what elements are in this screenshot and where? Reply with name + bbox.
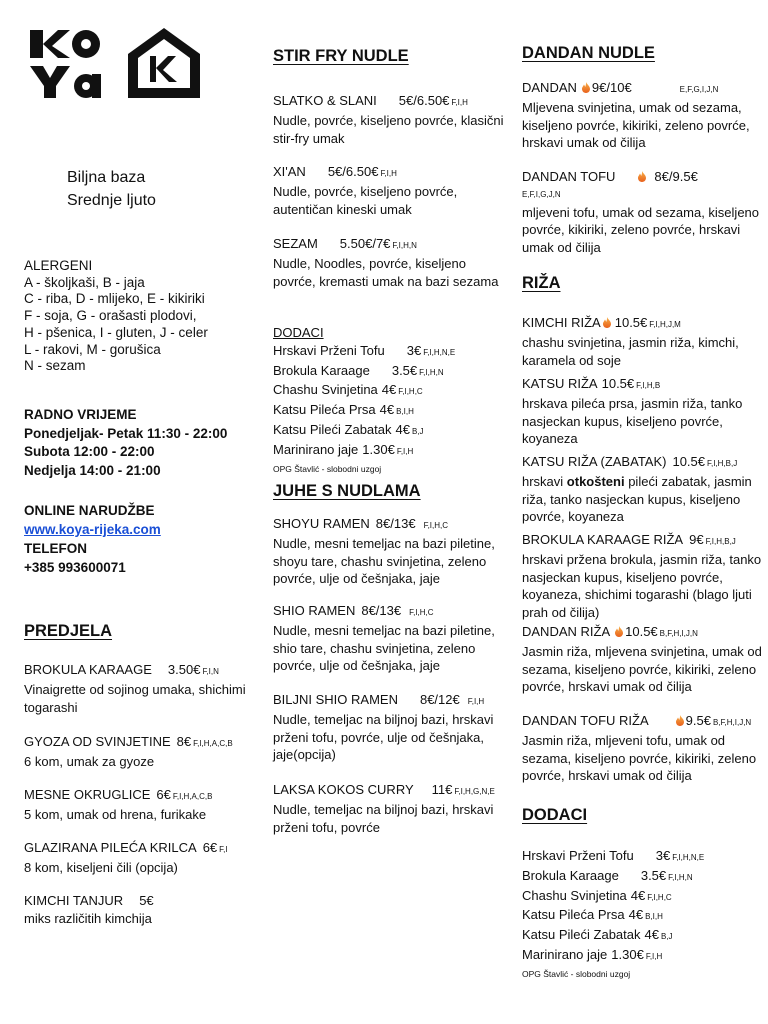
dandan-heading: DANDAN NUDLE — [522, 44, 655, 62]
item-name: SHOYU RAMEN — [273, 516, 370, 531]
item-allergens: F,I,H,B,J — [705, 537, 736, 546]
extra-allergens: B,I,H — [396, 407, 414, 417]
item-description: Nudle, temeljac na biljnoj bazi, hrskavi prženi tofu, povrće — [273, 801, 494, 835]
item-description: Nudle, mesni temeljac na bazi piletine, shio tare, chashu svinjetina, zeleno povrće, ulje od češnjaka, jaje — [273, 622, 495, 674]
item-description: miks različitih kimchija — [24, 910, 152, 926]
extra-item — [522, 926, 762, 946]
item-price: 5€/6.50€ — [398, 93, 450, 108]
menu-item — [522, 453, 762, 526]
item-price: 8€/13€ — [361, 603, 402, 618]
hours-section — [24, 406, 227, 480]
hours-line: Ponedjeljak- Petak 11:30 - 22:00 — [24, 425, 228, 441]
menu-item — [522, 375, 762, 448]
item-allergens: F,I,H,B — [636, 381, 661, 390]
dodaci-heading: DODACI — [522, 806, 588, 824]
extra-allergens: B,J — [660, 932, 673, 942]
item-allergens: E,F,G,I,J,N — [679, 85, 719, 94]
item-description: Mljevena svinjetina, umak od sezama, kiseljeno povrće, kikiriki, zeleno povrće, hrskavi umak od čilija — [522, 99, 750, 151]
extra-name: Hrskavi Prženi Tofu — [522, 848, 634, 863]
extra-allergens: F,I,H,N,E — [423, 347, 456, 357]
extra-item — [273, 441, 509, 461]
item-name: KATSU RIŽA — [522, 376, 598, 391]
predjela-heading: PREDJELA — [24, 622, 113, 640]
extra-price: 4€ — [381, 382, 397, 398]
item-description — [522, 473, 762, 526]
extra-item — [522, 867, 762, 887]
item-description: mljeveni tofu, umak od sezama, kiseljeno povrće, kikiriki, zeleno povrće, hrskavi umak od čilija — [522, 204, 760, 256]
item-description: 8 kom, kiseljeni čili (opcija) — [24, 859, 178, 875]
item-description: Vinaigrette od sojinog umaka, shichimi togarashi — [24, 681, 246, 715]
intro — [67, 166, 156, 212]
item-description: 6 kom, umak za gyoze — [24, 753, 155, 769]
allergens-line: N - sezam — [24, 358, 86, 374]
extra-allergens: F,I,H,N,E — [672, 853, 705, 862]
item-name: KIMCHI TANJUR — [24, 893, 124, 908]
item-description: Nudle, povrće, kiseljeno povrće, autentičan kineski umak — [273, 183, 458, 217]
item-price: 10.5€ — [601, 376, 635, 391]
extra-price: 4€ — [644, 927, 659, 943]
item-allergens: F,I,H,A,C,B — [172, 792, 213, 801]
item-description-bold: otkošteni — [566, 473, 625, 489]
extra-allergens: F,I,H — [645, 951, 663, 961]
logo — [28, 24, 206, 107]
item-allergens: F,I,H,J,M — [649, 320, 681, 329]
extra-item — [273, 381, 509, 401]
extra-allergens: F,I,H,C — [398, 387, 423, 397]
item-price: 9€/10€ — [591, 80, 632, 95]
item-allergens: F,I,H,B,J — [707, 459, 738, 468]
item-name: DANDAN — [522, 80, 577, 95]
menu-item — [24, 839, 250, 877]
intro-line-1: Biljna baza — [67, 169, 146, 186]
item-name: XI'AN — [273, 164, 306, 179]
juhe-heading: JUHE S NUDLAMA — [273, 482, 421, 500]
item-price: 10.5€ — [672, 454, 706, 469]
item-description: Nudle, mesni temeljac na bazi piletine, shoyu tare, chashu svinjetina, zeleno povrće, ulje od češnjaka, jaje — [273, 535, 495, 587]
koya-logo-icon — [28, 24, 206, 102]
item-description: hrskava pileća prsa, jasmin riža, tanko nasjeckan kupus, kiseljeno povrće, koyaneza — [522, 395, 743, 447]
item-allergens: F,I,H,G,N,E — [454, 787, 495, 796]
extra-price: 4€ — [379, 402, 395, 418]
item-allergens: F,I,H — [451, 98, 468, 107]
dodaci-list — [522, 847, 762, 984]
riza-heading: RIŽA — [522, 274, 561, 292]
intro-line-2: Srednje ljuto — [67, 192, 156, 209]
item-description: Nudle, temeljac na biljnoj bazi, hrskavi prženi tofu, povrće, ulje od češnjaka, jaje(opcija) — [273, 711, 494, 763]
phone-title: TELEFON — [24, 541, 87, 556]
extra-allergens: B,I,H — [645, 912, 663, 922]
item-price: 6€ — [202, 840, 218, 855]
extra-name: Katsu Pileći Zabatak — [273, 421, 392, 437]
menu-item — [273, 163, 509, 218]
hours-title: RADNO VRIJEME — [24, 407, 137, 422]
item-description: Nudle, Noodles, povrće, kiseljeno povrće, kremasti umak na bazi sezama — [273, 255, 499, 289]
dodaci-note: OPG Štavlić - slobodni uzgoj — [273, 463, 382, 474]
extra-price: 4€ — [630, 887, 646, 903]
item-name: DANDAN TOFU — [522, 169, 616, 184]
allergens-section — [24, 258, 208, 375]
item-name: BROKULA KARAAGE — [24, 662, 152, 677]
item-price: 5€/6.50€ — [327, 164, 379, 179]
item-price: 6€ — [156, 787, 171, 802]
phone-number: +385 993600071 — [24, 560, 126, 575]
menu-item — [273, 602, 509, 675]
item-name: MESNE OKRUGLICE — [24, 787, 151, 802]
website-link[interactable]: www.koya-rijeka.com — [24, 522, 161, 537]
allergens-line: L - rakovi, M - gorušica — [24, 341, 161, 357]
item-allergens: E,F,I,G,J,N — [522, 189, 561, 199]
extra-price: 3€ — [655, 848, 671, 863]
item-description: Nudle, povrće, kiseljeno povrće, klasični stir-fry umak — [273, 112, 504, 146]
menu-item — [24, 661, 250, 716]
menu-item — [273, 92, 509, 147]
extra-name: Chashu Svinjetina — [522, 887, 627, 903]
extra-allergens: F,I,H — [396, 446, 414, 456]
extra-allergens: F,I,H,N — [668, 872, 693, 882]
allergens-title: ALERGENI — [24, 258, 93, 273]
extra-name: Brokula Karaage — [273, 362, 370, 378]
allergens-line: F - soja, G - orašasti plodovi, — [24, 308, 197, 324]
extra-price: 4€ — [628, 907, 644, 923]
item-name: SLATKO & SLANI — [273, 93, 377, 108]
menu-item — [522, 712, 762, 785]
item-allergens: B,F,H,I,J,N — [659, 629, 698, 638]
item-price: 10.5€ — [625, 624, 658, 639]
allergens-line: H - pšenica, I - gluten, J - celer — [24, 324, 208, 340]
item-allergens: F,I,H,A,C,B — [193, 739, 233, 748]
extra-name: Hrskavi Prženi Tofu — [273, 342, 385, 358]
item-price: 9€ — [689, 532, 704, 547]
extra-item — [273, 421, 509, 441]
item-name: KATSU RIŽA (ZABATAK) — [522, 454, 667, 469]
item-name: SHIO RAMEN — [273, 603, 356, 618]
spicy-fire-icon — [603, 315, 611, 326]
item-allergens: F,I,H,N — [392, 241, 417, 250]
dodaci-heading: DODACI — [273, 325, 324, 340]
extra-name: Katsu Pileća Prsa — [522, 907, 625, 923]
menu-item — [273, 515, 509, 588]
menu-item — [522, 623, 762, 696]
menu-item — [273, 781, 509, 836]
extra-name: Marinirano jaje — [522, 946, 608, 962]
menu-item — [273, 691, 509, 764]
extra-name: Brokula Karaage — [522, 867, 619, 883]
extra-name: Marinirano jaje — [273, 441, 359, 457]
item-allergens: F,I,H,C — [423, 521, 449, 530]
contact-section — [24, 501, 161, 577]
item-price: 5€ — [139, 893, 154, 908]
hours-line: Nedjelja 14:00 - 21:00 — [24, 462, 161, 478]
item-description: chashu svinjetina, jasmin riža, kimchi, karamela od soje — [522, 334, 739, 368]
item-name: BILJNI SHIO RAMEN — [273, 692, 398, 707]
menu-item — [24, 892, 250, 928]
menu-item — [522, 79, 762, 152]
menu-item — [522, 168, 762, 257]
extra-item — [522, 887, 762, 907]
item-name: SEZAM — [273, 236, 318, 251]
spicy-fire-icon — [582, 80, 590, 91]
allergens-line: C - riba, D - mlijeko, E - kikiriki — [24, 291, 205, 307]
item-price: 10.5€ — [614, 315, 648, 330]
extra-item — [273, 362, 509, 382]
item-price: 5.50€/7€ — [339, 236, 391, 251]
extra-allergens: F,I,H,C — [647, 892, 672, 902]
item-allergens: F,I,H — [380, 169, 397, 178]
item-price: 9.5€ — [685, 713, 711, 728]
item-allergens: F,I — [219, 845, 228, 854]
menu-item — [24, 733, 250, 771]
menu-item — [522, 531, 762, 622]
extra-price: 3.5€ — [640, 867, 667, 883]
menu-item — [522, 314, 762, 369]
item-name: KIMCHI RIŽA — [522, 315, 601, 330]
item-allergens: F,I,N — [202, 667, 219, 676]
item-price: 8€/13€ — [375, 516, 416, 531]
allergens-line: A - školjkaši, B - jaja — [24, 274, 145, 290]
extra-price: 3€ — [406, 342, 422, 358]
stirfry-heading: STIR FRY NUDLE — [273, 47, 409, 65]
spicy-fire-icon — [615, 624, 623, 635]
item-price: 8€/9.5€ — [654, 169, 698, 184]
spicy-fire-icon — [676, 713, 684, 724]
extra-name: Chashu Svinjetina — [273, 382, 378, 398]
spicy-fire-icon — [638, 169, 646, 180]
item-description: hrskavi pržena brokula, jasmin riža, tanko nasjeckan kupus, kiseljeno povrće, koyaneza, shichimi togarashi (blago ljuti prah od čilija) — [522, 551, 762, 621]
item-price: 11€ — [431, 782, 453, 797]
extra-allergens: F,I,H,N — [419, 367, 444, 377]
item-allergens: B,F,H,I,J,N — [712, 718, 752, 727]
item-allergens: F,I,H,C — [409, 608, 434, 617]
item-allergens: F,I,H — [467, 697, 485, 706]
menu-item — [273, 235, 509, 290]
menu-item — [24, 786, 250, 824]
dodaci-note: OPG Štavlić - slobodni uzgoj — [522, 968, 631, 979]
item-name: BROKULA KARAAGE RIŽA — [522, 532, 684, 547]
item-name: LAKSA KOKOS CURRY — [273, 782, 414, 797]
dodaci-list — [273, 324, 509, 478]
item-price: 8€ — [176, 734, 192, 749]
item-price: 8€/12€ — [419, 692, 460, 707]
item-description: Jasmin riža, mljevena svinjetina, umak od sezama, kiseljeno povrće, kikiriki, zeleno povrće, hrskavi umak od čilija — [522, 643, 762, 695]
extra-name: Katsu Pileći Zabatak — [522, 927, 641, 943]
item-name: GLAZIRANA PILEĆA KRILCA — [24, 840, 197, 855]
item-description-part: pileći zabatak, jasmin riža, tanko nasjeckan kupus, kiseljeno povrće, koyaneza — [522, 473, 752, 525]
item-description: Jasmin riža, mljeveni tofu, umak od sezama, kiseljeno povrće, kikiriki, zeleno povrće, hrskavi umak od čilija — [522, 732, 757, 784]
item-description: 5 kom, umak od hrena, furikake — [24, 806, 207, 822]
extra-price: 1.30€ — [362, 441, 395, 457]
extra-item — [522, 906, 762, 926]
extra-price: 1.30€ — [611, 946, 644, 962]
extra-price: 3.5€ — [391, 362, 418, 378]
extra-item — [522, 946, 762, 966]
online-order-title: ONLINE NARUDŽBE — [24, 503, 155, 518]
extra-item — [273, 342, 509, 362]
extra-name: Katsu Pileća Prsa — [273, 402, 376, 418]
item-name: GYOZA OD SVINJETINE — [24, 734, 171, 749]
extra-allergens: B,J — [411, 426, 424, 436]
hours-line: Subota 12:00 - 22:00 — [24, 444, 155, 459]
item-name: DANDAN TOFU RIŽA — [522, 713, 649, 728]
extra-price: 4€ — [395, 421, 410, 437]
extra-item — [273, 401, 509, 421]
item-description-part: hrskavi — [522, 473, 567, 489]
item-name: DANDAN RIŽA — [522, 624, 611, 639]
item-price: 3.50€ — [167, 662, 201, 677]
extra-item — [522, 847, 762, 867]
